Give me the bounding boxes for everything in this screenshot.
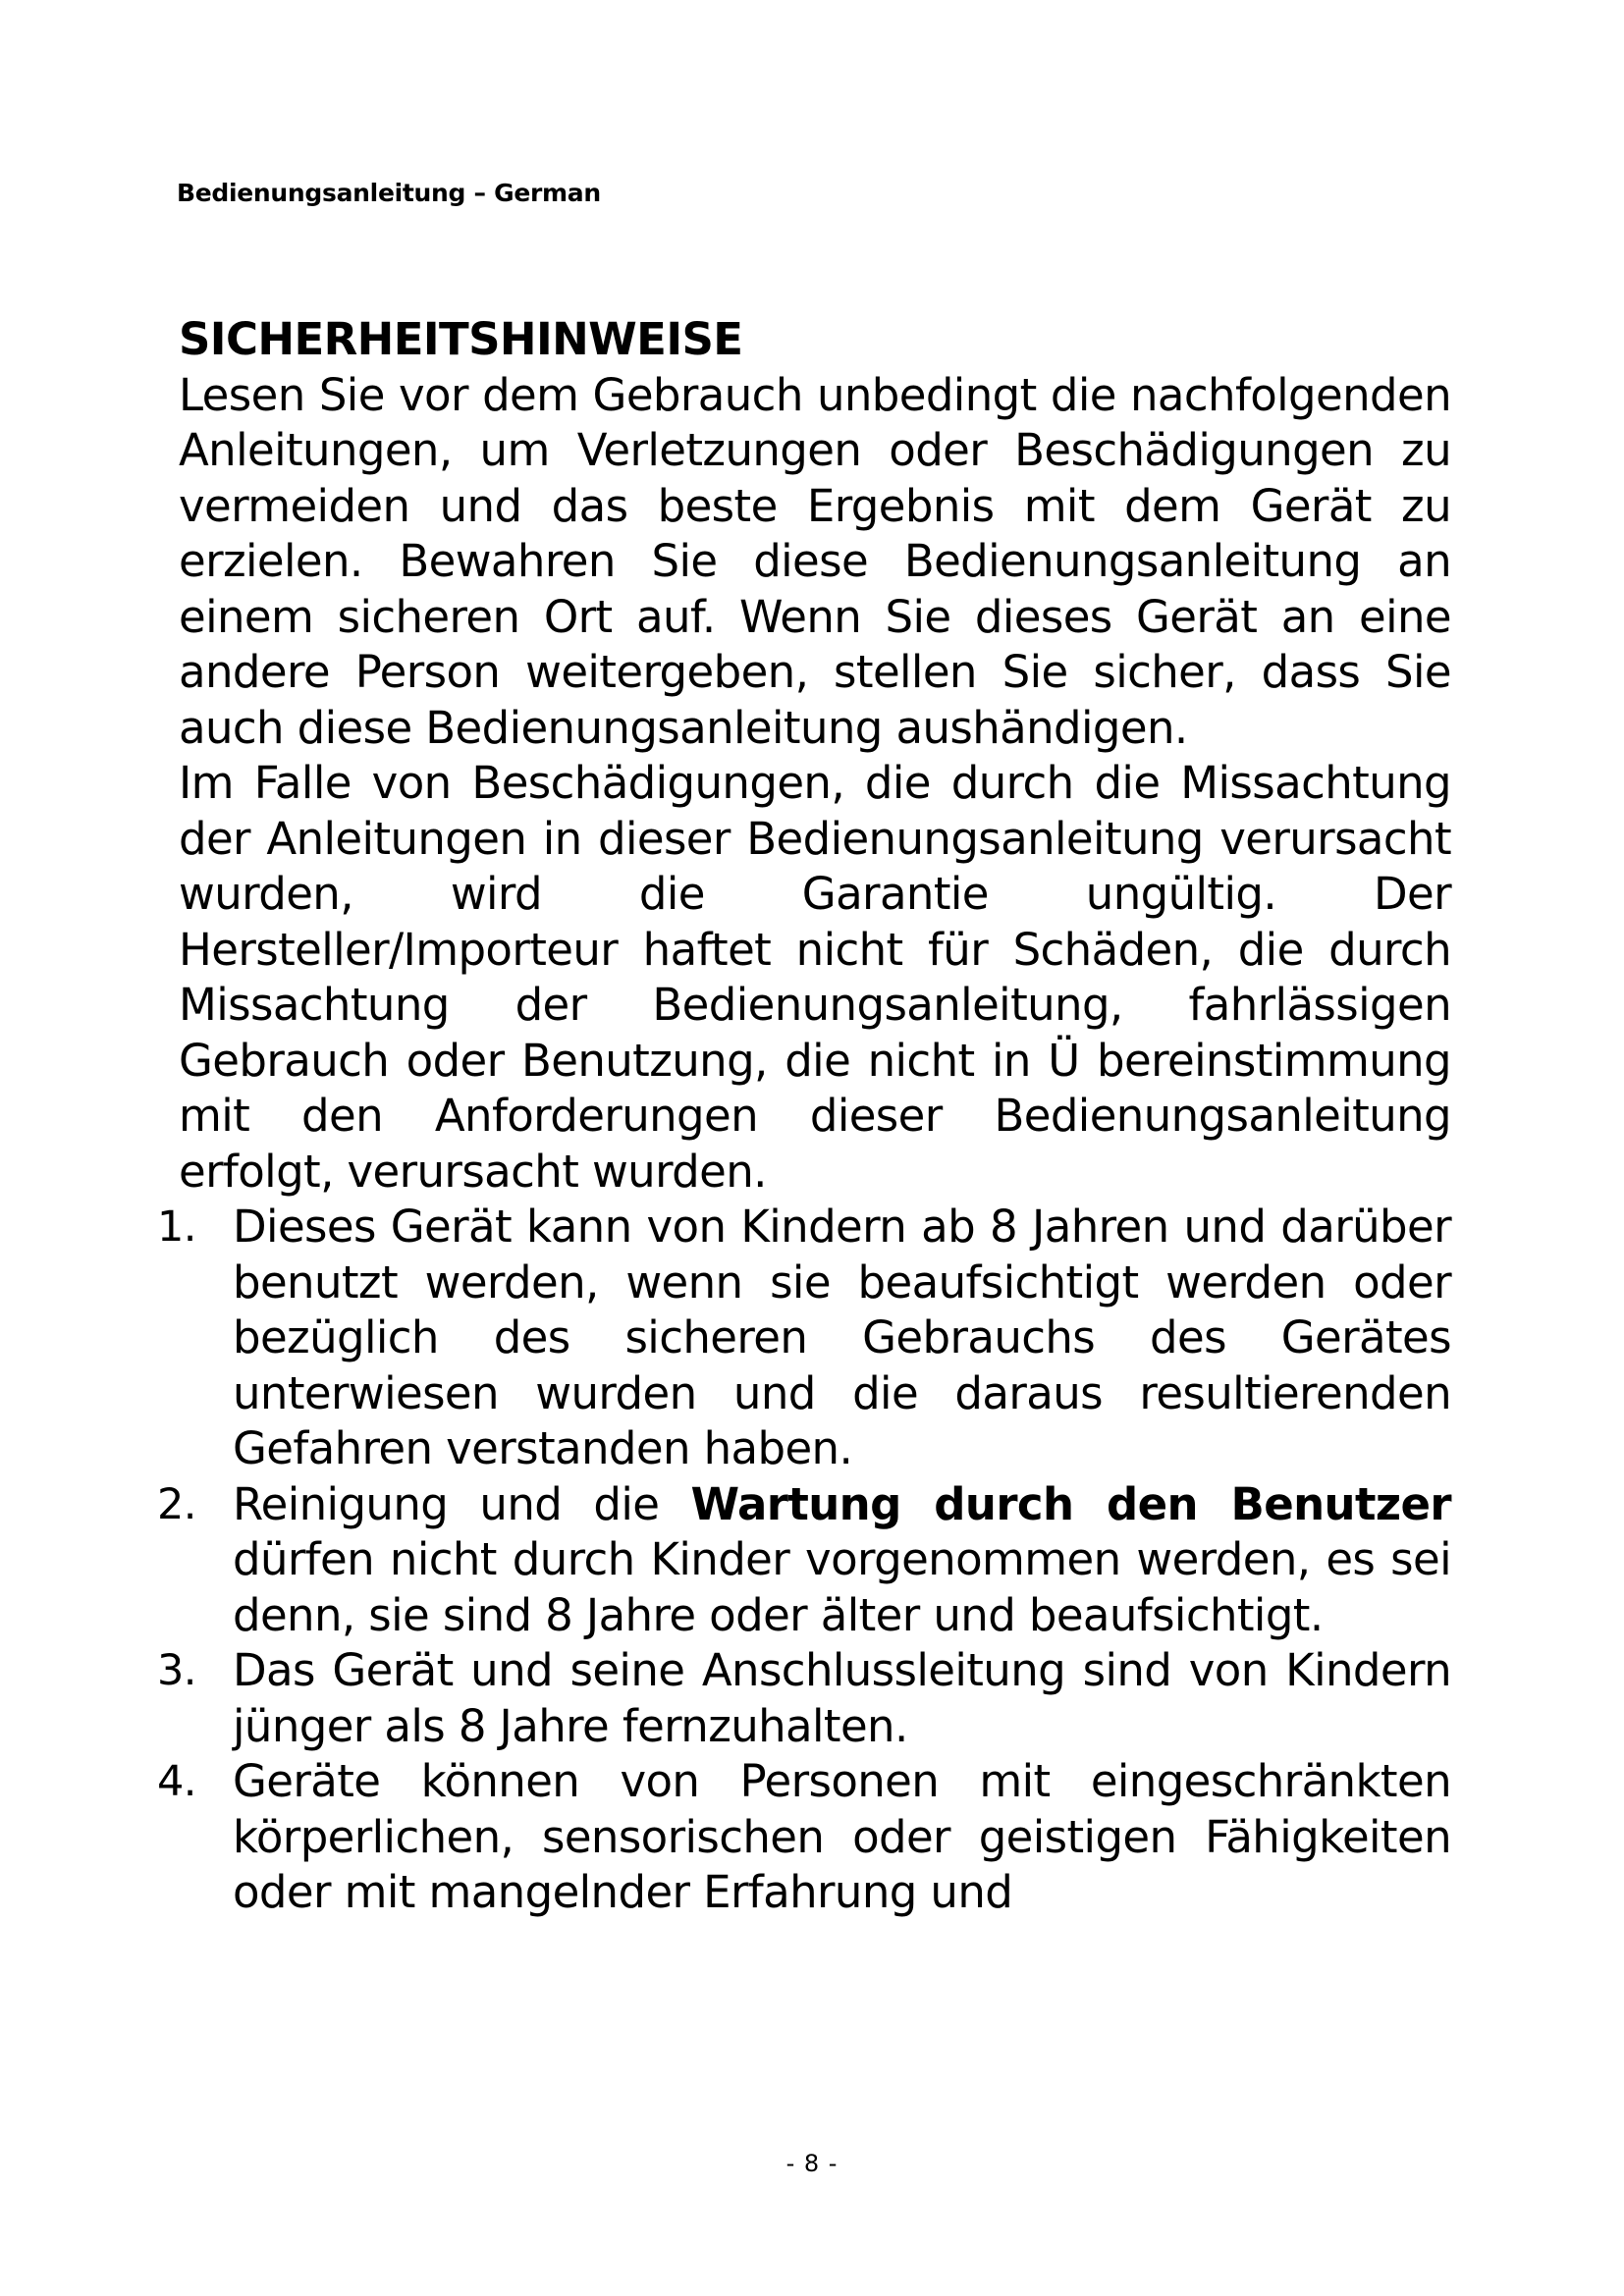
list-item-number: 4. <box>157 1757 196 1806</box>
list-item <box>157 1754 1451 1921</box>
list-item-text-end: dürfen nicht durch Kinder vorgenommen werden, es sei denn, sie sind 8 Jahre oder älter und beaufsichtigt. <box>233 1533 1451 1641</box>
document-content <box>157 312 1451 1921</box>
liability-paragraph: Im Falle von Beschädigungen, die durch die Missachtung der Anleitungen in dieser Bedienungsanleitung verursacht wurden, wird die Garantie ungültig. Der Hersteller/Importeur haftet nicht für Schäden, die durch Missachtung der Bedienungsanleitung, fahrlässigen Gebrauch oder Benutzung, die nicht in Ü bereinstimmung mit den Anforderungen dieser Bedienungsanleitung erfolgt, verursacht wurden. <box>179 757 1451 1198</box>
list-item-text: Dieses Gerät kann von Kindern ab 8 Jahren und darüber benutzt werden, wenn sie beaufsichtigt werden oder bezüglich des sicheren Gebrauchs des Gerätes unterwiesen wurden und die daraus resultierenden Gefahren verstanden haben. <box>233 1201 1451 1474</box>
document-header: Bedienungsanleitung – German <box>177 179 601 207</box>
list-item-text-start: Reinigung und die <box>233 1477 691 1530</box>
list-item-text-bold: Wartung durch den Benutzer <box>690 1477 1451 1530</box>
section-title: SICHERHEITSHINWEISE <box>179 313 743 365</box>
list-item-text: Geräte können von Personen mit eingeschränkten körperlichen, sensorischen oder geistigen Fähigkeiten oder mit mangelnder Erfahrung und <box>233 1755 1451 1918</box>
list-item <box>157 1477 1451 1644</box>
list-item-number: 3. <box>157 1646 196 1695</box>
list-item <box>157 1200 1451 1477</box>
list-item <box>157 1643 1451 1754</box>
intro-paragraph: Lesen Sie vor dem Gebrauch unbedingt die nachfolgenden Anleitungen, um Verletzungen oder Beschädigungen zu vermeiden und das beste Ergebnis mit dem Gerät zu erzielen. Bewahren Sie diese Bedienungsanleitung an einem sicheren Ort auf. Wenn Sie dieses Gerät an eine andere Person weitergeben, stellen Sie sicher, dass Sie auch diese Bedienungsanleitung aushändigen. <box>179 368 1451 754</box>
list-item-number: 1. <box>157 1202 196 1252</box>
safety-list <box>157 1200 1451 1921</box>
list-item-text <box>233 1477 1451 1644</box>
list-item-text: Das Gerät und seine Anschlussleitung sind von Kindern jünger als 8 Jahre fernzuhalten. <box>233 1644 1451 1752</box>
page-number: - 8 - <box>785 2150 839 2177</box>
list-item-number: 2. <box>157 1479 196 1529</box>
